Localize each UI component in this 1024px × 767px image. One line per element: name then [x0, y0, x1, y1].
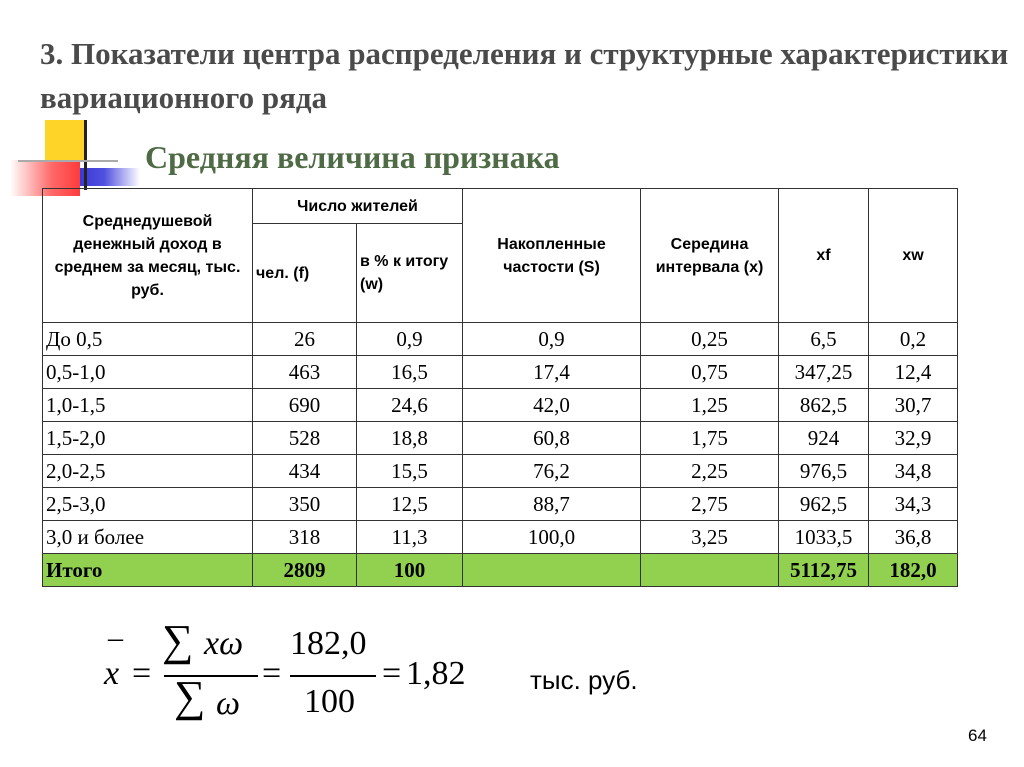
cell-xf: 962,5: [779, 488, 869, 521]
slide-subtitle: Средняя величина признака: [145, 139, 560, 175]
table-row: [43, 488, 958, 521]
cell-income: 0,5-1,0: [43, 356, 253, 389]
cell-xw: 34,3: [869, 488, 958, 521]
cell-xw: 36,8: [869, 521, 958, 554]
fraction-numerator: 182,0: [290, 625, 367, 662]
header-income: Среднедушевой денежный доход в среднем за месяц, тыс. руб.: [43, 189, 253, 323]
denominator-expression: ω: [216, 685, 241, 722]
decor-yellow-square: [45, 120, 87, 162]
equals-sign-3: =: [382, 655, 402, 692]
cell-xf: 924: [779, 422, 869, 455]
cell-xf: 1033,5: [779, 521, 869, 554]
cell-f: 318: [253, 521, 357, 554]
table-total-row: [43, 554, 958, 587]
slide-title: 3. Показатели центра распределения и структурные характеристики вариационного ряда: [40, 36, 1009, 115]
cell-income: До 0,5: [43, 323, 253, 356]
cell-f: 26: [253, 323, 357, 356]
mean-bar: –: [108, 621, 123, 654]
cell-f: 350: [253, 488, 357, 521]
total-w: 100: [357, 554, 463, 587]
header-xf: xf: [779, 189, 869, 323]
cell-w: 16,5: [357, 356, 463, 389]
table-row: [43, 323, 958, 356]
fraction-denominator: 100: [304, 683, 355, 720]
decor-horizontal-line: [18, 160, 118, 162]
denominator-sum-sign: ∑: [174, 672, 206, 721]
cell-xw: 12,4: [869, 356, 958, 389]
fraction-bar-2: [290, 675, 376, 677]
cell-x: 2,75: [641, 488, 779, 521]
unit-label: тыс. руб.: [530, 665, 638, 695]
numerator-sum-sign: ∑: [162, 616, 194, 665]
header-xw: xw: [869, 189, 958, 323]
cell-s: 42,0: [463, 389, 641, 422]
mean-formula: [100, 615, 480, 735]
cell-f: 463: [253, 356, 357, 389]
cell-f: 690: [253, 389, 357, 422]
total-s: [463, 554, 641, 587]
cell-s: 60,8: [463, 422, 641, 455]
cell-s: 76,2: [463, 455, 641, 488]
total-x: [641, 554, 779, 587]
header-residents: Число жителей: [253, 189, 463, 224]
cell-xf: 6,5: [779, 323, 869, 356]
cell-xw: 34,8: [869, 455, 958, 488]
cell-xw: 0,2: [869, 323, 958, 356]
table-row: [43, 389, 958, 422]
cell-income: 1,0-1,5: [43, 389, 253, 422]
cell-f: 528: [253, 422, 357, 455]
cell-s: 0,9: [463, 323, 641, 356]
cell-f: 434: [253, 455, 357, 488]
cell-x: 1,25: [641, 389, 779, 422]
header-people: чел. (f): [253, 224, 357, 323]
cell-s: 17,4: [463, 356, 641, 389]
cell-income: 3,0 и более: [43, 521, 253, 554]
table-row: [43, 422, 958, 455]
decor-vertical-line: [84, 120, 87, 190]
cell-xw: 30,7: [869, 389, 958, 422]
equals-sign-1: =: [132, 655, 152, 692]
cell-x: 1,75: [641, 422, 779, 455]
cell-xf: 347,25: [779, 356, 869, 389]
cell-x: 0,75: [641, 356, 779, 389]
cell-xw: 32,9: [869, 422, 958, 455]
cell-xf: 976,5: [779, 455, 869, 488]
total-xw: 182,0: [869, 554, 958, 587]
numerator-expression: xω: [204, 625, 244, 662]
header-cumulative: Накопленные частости (S): [463, 189, 641, 323]
distribution-table: [42, 188, 958, 587]
total-label: Итого: [43, 554, 253, 587]
cell-w: 18,8: [357, 422, 463, 455]
cell-w: 0,9: [357, 323, 463, 356]
cell-x: 3,25: [641, 521, 779, 554]
cell-x: 2,25: [641, 455, 779, 488]
decor-blue-bar: [80, 168, 140, 186]
cell-income: 2,0-2,5: [43, 455, 253, 488]
cell-w: 24,6: [357, 389, 463, 422]
total-xf: 5112,75: [779, 554, 869, 587]
cell-income: 2,5-3,0: [43, 488, 253, 521]
cell-income: 1,5-2,0: [43, 422, 253, 455]
cell-s: 100,0: [463, 521, 641, 554]
page-number: 64: [968, 726, 987, 745]
table-header-row: [43, 189, 958, 224]
header-percent: в % к итогу (w): [357, 224, 463, 323]
cell-xf: 862,5: [779, 389, 869, 422]
equals-sign-2: =: [262, 655, 282, 692]
table-row: [43, 521, 958, 554]
table-row: [43, 356, 958, 389]
cell-s: 88,7: [463, 488, 641, 521]
cell-w: 12,5: [357, 488, 463, 521]
mean-symbol: x: [104, 655, 120, 692]
header-midpoint: Середина интервала (x): [641, 189, 779, 323]
formula-result: 1,82: [406, 655, 466, 692]
table-row: [43, 455, 958, 488]
cell-w: 11,3: [357, 521, 463, 554]
total-f: 2809: [253, 554, 357, 587]
cell-x: 0,25: [641, 323, 779, 356]
cell-w: 15,5: [357, 455, 463, 488]
